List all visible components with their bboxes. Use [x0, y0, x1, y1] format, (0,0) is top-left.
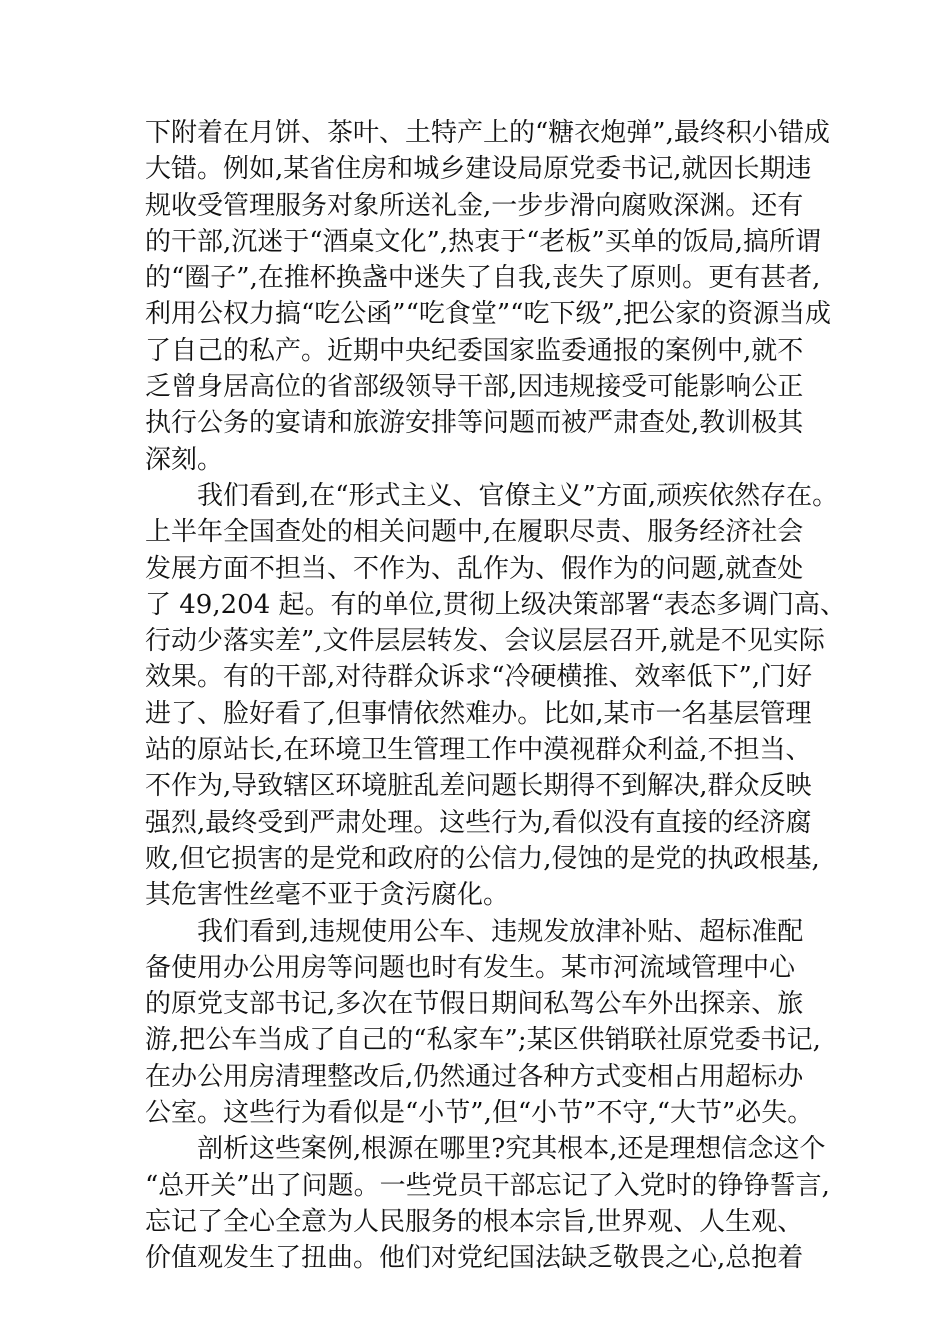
- text-line: 规收受管理服务对象所送礼金,一步步滑向腐败深渊。还有: [145, 190, 804, 221]
- text-line: 其危害性丝毫不亚于贪污腐化。: [145, 880, 510, 911]
- text-line: 忘记了全心全意为人民服务的根本宗旨,世界观、人生观、: [145, 1206, 804, 1237]
- text-line: 价值观发生了扭曲。他们对党纪国法缺乏敬畏之心,总抱着: [145, 1243, 804, 1274]
- text-line: 上半年全国查处的相关问题中,在履职尽责、服务经济社会: [145, 517, 804, 548]
- text-line: 效果。有的干部,对待群众诉求“冷硬横推、效率低下”,门好: [145, 662, 813, 693]
- text-line: 大错。例如,某省住房和城乡建设局原党委书记,就因长期违: [145, 154, 812, 185]
- text-line: 游,把公车当成了自己的“私家车”;某区供销联社原党委书记,: [145, 1025, 821, 1056]
- text-line: 在办公用房清理整改后,仍然通过各种方式变相占用超标办: [145, 1061, 804, 1092]
- text-line: “总开关”出了问题。一些党员干部忘记了入党时的铮铮誓言,: [145, 1170, 830, 1201]
- text-line: 败,但它损害的是党和政府的公信力,侵蚀的是党的执政根基,: [145, 843, 820, 874]
- text-line: 行动少落实差”,文件层层转发、会议层层召开,就是不见实际: [145, 626, 825, 657]
- paragraph: [145, 914, 821, 1132]
- text-line: 强烈,最终受到严肃处理。这些行为,看似没有直接的经济腐: [145, 807, 812, 838]
- text-line: 了自己的私产。近期中央纪委国家监委通报的案例中,就不: [145, 335, 804, 366]
- text-line: 备使用办公用房等问题也时有发生。某市河流域管理中心: [145, 952, 796, 983]
- text-line: 了 49,204 起。有的单位,贯彻上级决策部署“表态多调门高、: [145, 589, 847, 620]
- text-line: 的原党支部书记,多次在节假日期间私驾公车外出探亲、旅: [145, 989, 804, 1020]
- text-line: 乏曾身居高位的省部级领导干部,因违规接受可能影响公正: [145, 372, 804, 403]
- text-line: 剖析这些案例,根源在哪里?究其根本,还是理想信念这个: [145, 1134, 826, 1165]
- text-line: 的“圈子”,在推杯换盏中迷失了自我,丧失了原则。更有甚者,: [145, 263, 821, 294]
- paragraph: [145, 115, 832, 478]
- text-line: 公室。这些行为看似是“小节”,但“小节”不守,“大节”必失。: [145, 1098, 814, 1129]
- text-line: 深刻。: [145, 444, 224, 475]
- text-line: 的干部,沉迷于“酒桌文化”,热衷于“老板”买单的饭局,搞所谓: [145, 226, 821, 257]
- text-line: 不作为,导致辖区环境脏乱差问题长期得不到解决,群众反映: [145, 771, 812, 802]
- document-body: [145, 115, 847, 1277]
- text-line: 进了、脸好看了,但事情依然难办。比如,某市一名基层管理: [145, 698, 812, 729]
- text-line: 我们看到,违规使用公车、违规发放津补贴、超标准配: [145, 916, 804, 947]
- text-line: 下附着在月饼、茶叶、土特产上的“糖衣炮弹”,最终积小错成: [145, 118, 830, 148]
- text-line: 利用公权力搞“吃公函”“吃食堂”“吃下级”,把公家的资源当成: [145, 299, 832, 330]
- text-line: 发展方面不担当、不作为、乱作为、假作为的问题,就查处: [145, 553, 804, 584]
- text-line: 我们看到,在“形式主义、官僚主义”方面,顽疾依然存在。: [145, 480, 839, 511]
- paragraph: [145, 1131, 830, 1276]
- text-line: 站的原站长,在环境卫生管理工作中漠视群众利益,不担当、: [145, 735, 812, 766]
- text-line: 执行公务的宴请和旅游安排等问题而被严肃查处,教训极其: [145, 408, 804, 439]
- paragraph: [145, 478, 847, 914]
